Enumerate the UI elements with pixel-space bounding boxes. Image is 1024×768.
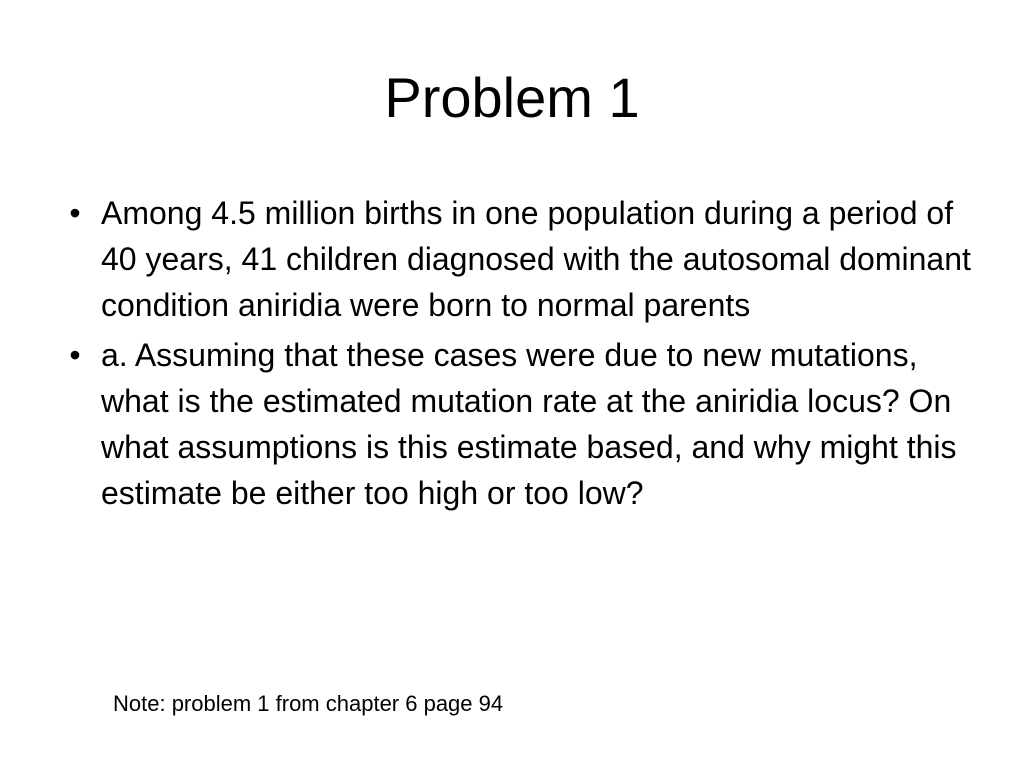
bullet-item-population (60, 190, 980, 328)
source-note: Note: problem 1 from chapter 6 page 94 (113, 691, 504, 716)
bullet-icon: • (69, 337, 81, 373)
bullet-text: Among 4.5 million births in one population during a period of 40 years, 41 children diagnosed with the autosomal dominant condition aniridia were born to normal parents (101, 195, 971, 323)
bullet-item-question-a (60, 332, 980, 516)
bullet-text: a. Assuming that these cases were due to new mutations, what is the estimated mutation rate at the aniridia locus? On what assumptions is this estimate based, and why might this estimate be either too high or too low? (101, 337, 957, 511)
bullet-icon: • (69, 195, 81, 231)
slide-title: Problem 1 (384, 66, 640, 129)
bullet-list (60, 190, 980, 520)
